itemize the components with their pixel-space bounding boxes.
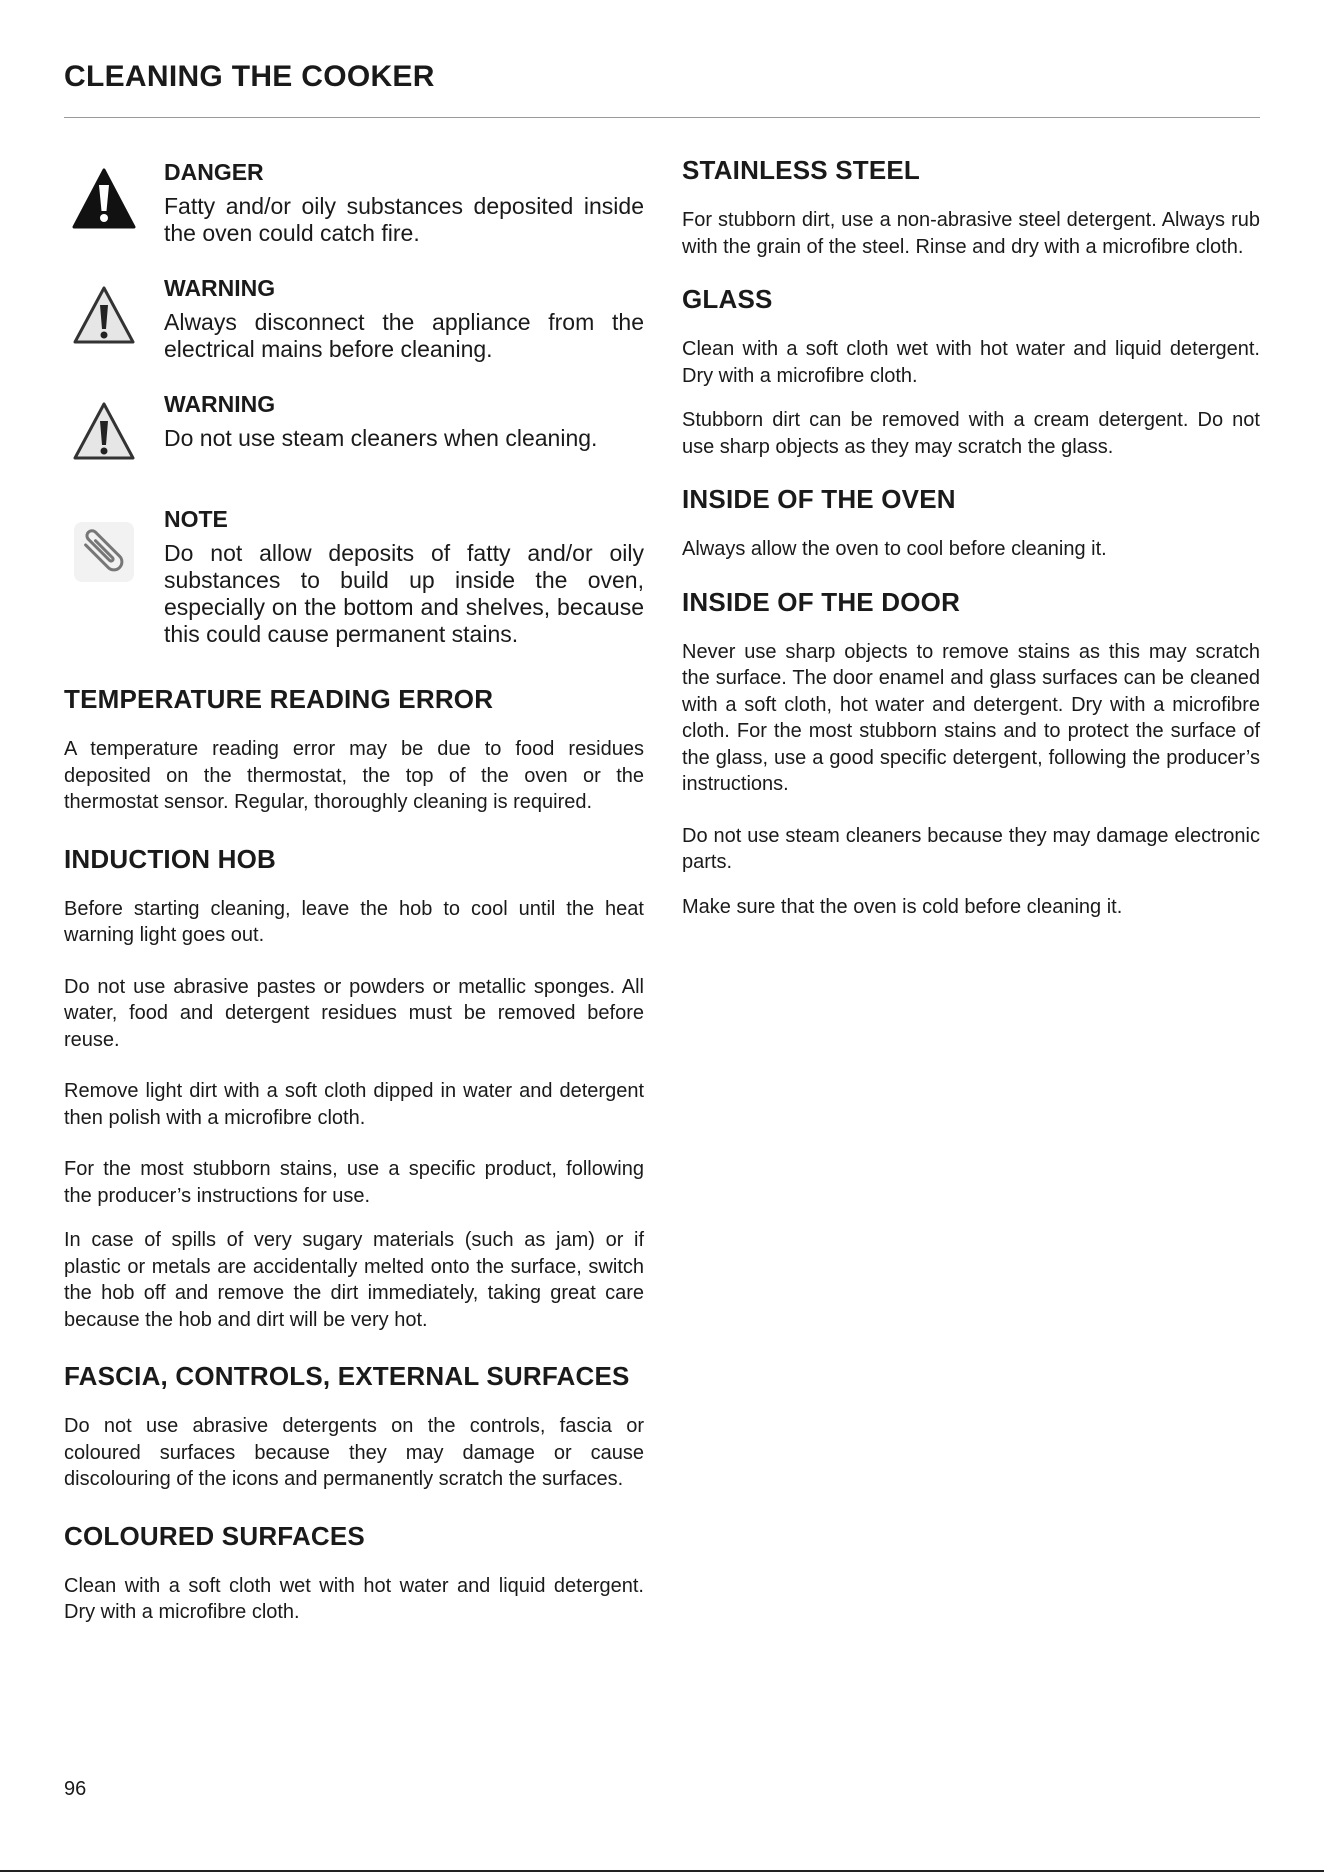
section-temperature-reading-error — [64, 682, 644, 816]
section-heading: TEMPERATURE READING ERROR — [64, 684, 494, 714]
page-number: 96 — [64, 1778, 87, 1800]
section-paragraph: Clean with a soft cloth wet with hot water and liquid detergent. Dry with a microfibre cloth. — [64, 1574, 644, 1623]
section-paragraph: Make sure that the oven is cold before cleaning it. — [682, 895, 1123, 918]
section-paragraph: Do not use abrasive pastes or powders or metallic sponges. All water, food and detergent residues must be removed before reuse. — [64, 975, 644, 1051]
note-notice — [64, 502, 644, 648]
section-heading: INSIDE OF THE DOOR — [682, 586, 961, 617]
notice-text: Always disconnect the appliance from the electrical mains before cleaning. — [164, 309, 644, 362]
section-paragraph: Clean with a soft cloth wet with hot water and liquid detergent. Dry with a microfibre cloth. — [682, 338, 1260, 387]
warning-notice — [64, 271, 644, 363]
notice-label: NOTE — [164, 506, 228, 532]
section-heading: COLOURED SURFACES — [64, 1520, 365, 1551]
danger-icon — [72, 167, 136, 231]
notice-text: Do not allow deposits of fatty and/or oily substances to build up inside the oven, especially on the bottom and shelves, because this could cause permanent stains. — [164, 540, 644, 647]
section-paragraph: Before starting cleaning, leave the hob to cool until the heat warning light goes out. — [64, 897, 644, 946]
left-column — [64, 150, 644, 1626]
warning-icon — [72, 283, 136, 347]
section-paragraph: In case of spills of very sugary materials (such as jam) or if plastic or metals are accidentally melted onto the surface, switch the hob off and remove the dirt immediately, taking great care because the hob and dirt will be very hot. — [64, 1229, 644, 1331]
section-inside-door — [682, 585, 1260, 921]
section-glass — [682, 282, 1260, 460]
section-heading: INDUCTION HOB — [64, 843, 277, 874]
section-heading: FASCIA, CONTROLS, EXTERNAL SURFACES — [64, 1361, 630, 1391]
section-induction-hob — [64, 842, 644, 1334]
section-fascia-controls — [64, 1359, 644, 1493]
right-column — [682, 150, 1260, 920]
section-paragraph: Always allow the oven to cool before cleaning it. — [682, 538, 1107, 560]
title-divider — [64, 117, 1260, 118]
page-title: CLEANING THE COOKER — [64, 60, 435, 93]
notice-label: DANGER — [164, 159, 264, 185]
notice-label: WARNING — [164, 275, 276, 301]
section-paragraph: Remove light dirt with a soft cloth dipped in water and detergent then polish with a microfibre cloth. — [64, 1080, 644, 1129]
section-heading: GLASS — [682, 284, 773, 314]
section-paragraph: Never use sharp objects to remove stains as this may scratch the surface. The door enamel and glass surfaces can be cleaned with a soft cloth, hot water and detergent. Dry with a microfibre cloth. For the most stubborn stains and to protect the surface of the glass, use a good specific detergent, following the producer’s instructions. — [682, 640, 1260, 795]
section-paragraph: Do not use abrasive detergents on the controls, fascia or coloured surfaces because they may damage or cause discolouring of the icons and permanently scratch the surfaces. — [64, 1415, 644, 1490]
section-stainless-steel — [682, 153, 1260, 260]
section-paragraph: For stubborn dirt, use a non-abrasive steel detergent. Always rub with the grain of the steel. Rinse and dry with a microfibre cloth. — [682, 209, 1260, 258]
notice-text: Do not use steam cleaners when cleaning. — [164, 425, 598, 451]
paperclip-icon — [72, 520, 136, 584]
section-heading: STAINLESS STEEL — [682, 155, 920, 185]
danger-notice — [64, 155, 644, 247]
warning-icon — [72, 399, 136, 463]
section-paragraph: Do not use steam cleaners because they may damage electronic parts. — [682, 824, 1260, 873]
warning-notice — [64, 387, 644, 452]
section-paragraph: For the most stubborn stains, use a specific product, following the producer’s instructions for use. — [64, 1158, 644, 1207]
notice-text: Fatty and/or oily substances deposited inside the oven could catch fire. — [164, 193, 644, 246]
section-coloured-surfaces — [64, 1519, 644, 1626]
section-heading: INSIDE OF THE OVEN — [682, 484, 956, 514]
section-paragraph: A temperature reading error may be due to food residues deposited on the thermostat, the top of the oven or the thermostat sensor. Regular, thoroughly cleaning is required. — [64, 738, 644, 813]
section-paragraph: Stubborn dirt can be removed with a cream detergent. Do not use sharp objects as they may scratch the glass. — [682, 409, 1260, 458]
notice-label: WARNING — [164, 391, 276, 417]
section-inside-oven — [682, 482, 1260, 563]
